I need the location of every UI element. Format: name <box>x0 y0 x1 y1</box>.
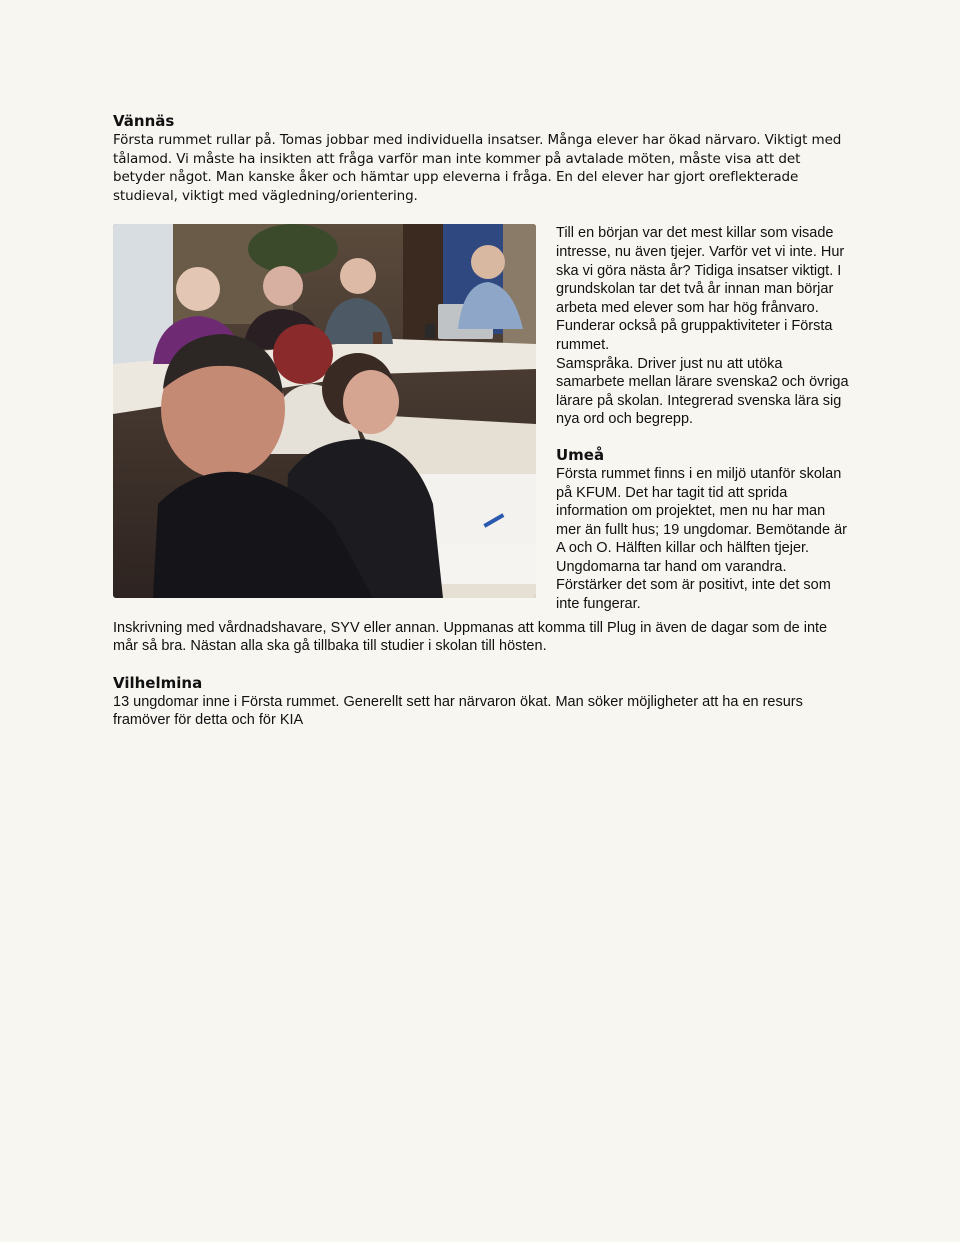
heading-vannas: Vännäs <box>113 112 175 130</box>
side-column <box>556 224 853 613</box>
section-vannas <box>113 112 853 205</box>
paragraph-umea: Första rummet finns i en miljö utanför skolan på KFUM. Det har tagit tid att sprida information om projektet, men nu har man mer än fullt hus; 19 ungdomar. Bemötande är A och O. Hälften killar och hälften tjejer. Ungdomarna tar hand om varandra. Förstärker det som är positivt, inte det som inte fungerar. <box>556 465 847 613</box>
section-vilhelmina <box>113 674 853 730</box>
meeting-photo <box>113 224 536 598</box>
section-umea-continued <box>113 619 853 656</box>
heading-vilhelmina: Vilhelmina <box>113 673 203 692</box>
document-page <box>113 112 853 730</box>
paragraph-umea-continued: Inskrivning med vårdnadshavare, SYV eller annan. Uppmanas att komma till Plug in även de dagar som de inte mår så bra. Nästan alla ska gå tillbaka till studier i skolan till hösten. <box>113 619 828 655</box>
paragraph-side-2: Samspråka. Driver just nu att utöka samarbete mellan lärare svenska2 och övriga lärare på skolan. Integrerad svenska lära sig nya ord och begrepp. <box>556 355 849 428</box>
paragraph-vilhelmina: 13 ungdomar inne i Första rummet. Generellt sett har närvaron ökat. Man söker möjligheter att ha en resurs framöver för detta och för KIA <box>113 693 803 729</box>
heading-umea: Umeå <box>556 445 605 464</box>
paragraph-vannas: Första rummet rullar på. Tomas jobbar med individuella insatser. Många elever har ökad närvaro. Viktigt med tålamod. Vi måste ha insikten att fråga varför man inte kommer på avtalade möten, måste visa att det betyder något. Man kanske åker och hämtar upp eleverna i fråga. En del elever har gjort oreflekterade studieval, viktigt med vägledning/orientering. <box>113 132 842 204</box>
photo-row <box>113 224 853 613</box>
paragraph-side-1: Till en början var det mest killar som visade intresse, nu även tjejer. Varför vet vi inte. Hur ska vi göra nästa år? Tidiga insatser viktigt. I grundskolan tar det två år innan man börjar arbeta med elever som har hög frånvaro. Funderar också på gruppaktiviteter i Första rummet. <box>556 225 845 353</box>
